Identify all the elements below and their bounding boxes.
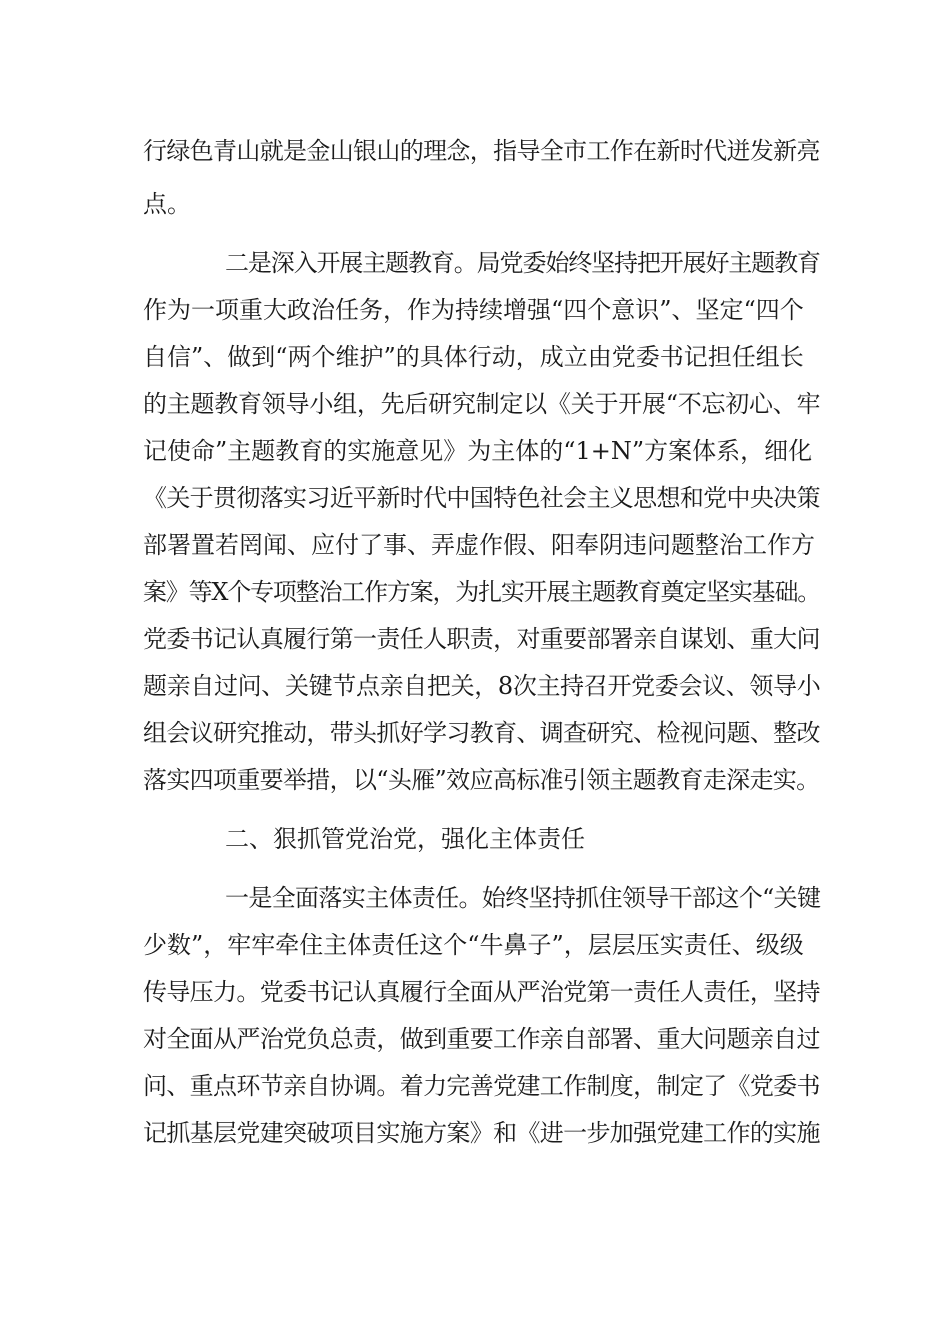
text-line: 作为一项重大政治任务，作为持续增强“四个意识”、坚定“四个 [143,296,804,324]
text-line: 问、重点环节亲自协调。着力完善党建工作制度，制定了《党委书 [143,1072,820,1100]
paragraph-start: 二是深入开展主题教育。局党委始终坚持把开展好主题教育 [225,249,820,277]
text-line: 对全面从严治党负总责，做到重要工作亲自部署、重大问题亲自过 [143,1025,820,1053]
text-line: 《关于贯彻落实习近平新时代中国特色社会主义思想和党中央决策 [143,484,820,512]
text-line: 记抓基层党建突破项目实施方案》和《进一步加强党建工作的实施 [143,1119,820,1147]
text-line: 题亲自过问、关键节点亲自把关，8次主持召开党委会议、领导小 [143,672,821,700]
paragraph-start: 一是全面落实主体责任。始终坚持抓住领导干部这个“关键 [225,884,821,912]
text-line: 部署置若罔闻、应付了事、弄虚作假、阳奉阴违问题整治工作方 [143,531,815,559]
text-line: 自信”、做到“两个维护”的具体行动，成立由党委书记担任组长 [143,343,804,371]
text-line: 少数”，牢牢牵住主体责任这个“牛鼻子”，层层压实责任、级级 [143,931,804,959]
text-line: 的主题教育领导小组，先后研究制定以《关于开展“不忘初心、牢 [143,390,821,418]
text-line: 行绿色青山就是金山银山的理念，指导全市工作在新时代迸发新亮 [143,137,820,165]
text-line: 落实四项重要举措，以“头雁”效应高标准引领主题教育走深走实。 [143,766,820,794]
text-line: 组会议研究推动，带头抓好学习教育、调查研究、检视问题、整改 [143,719,820,747]
text-line: 点。 [143,190,191,218]
text-line: 记使命”主题教育的实施意见》为主体的“1+N”方案体系，细化 [143,437,813,465]
text-line: 党委书记认真履行第一责任人职责，对重要部署亲自谋划、重大问 [143,625,820,653]
section-heading: 二、狠抓管党治党，强化主体责任 [225,825,585,853]
text-line: 传导压力。党委书记认真履行全面从严治党第一责任人责任，坚持 [143,978,820,1006]
text-line: 案》等X个专项整治工作方案，为扎实开展主题教育奠定坚实基础。 [143,578,821,606]
